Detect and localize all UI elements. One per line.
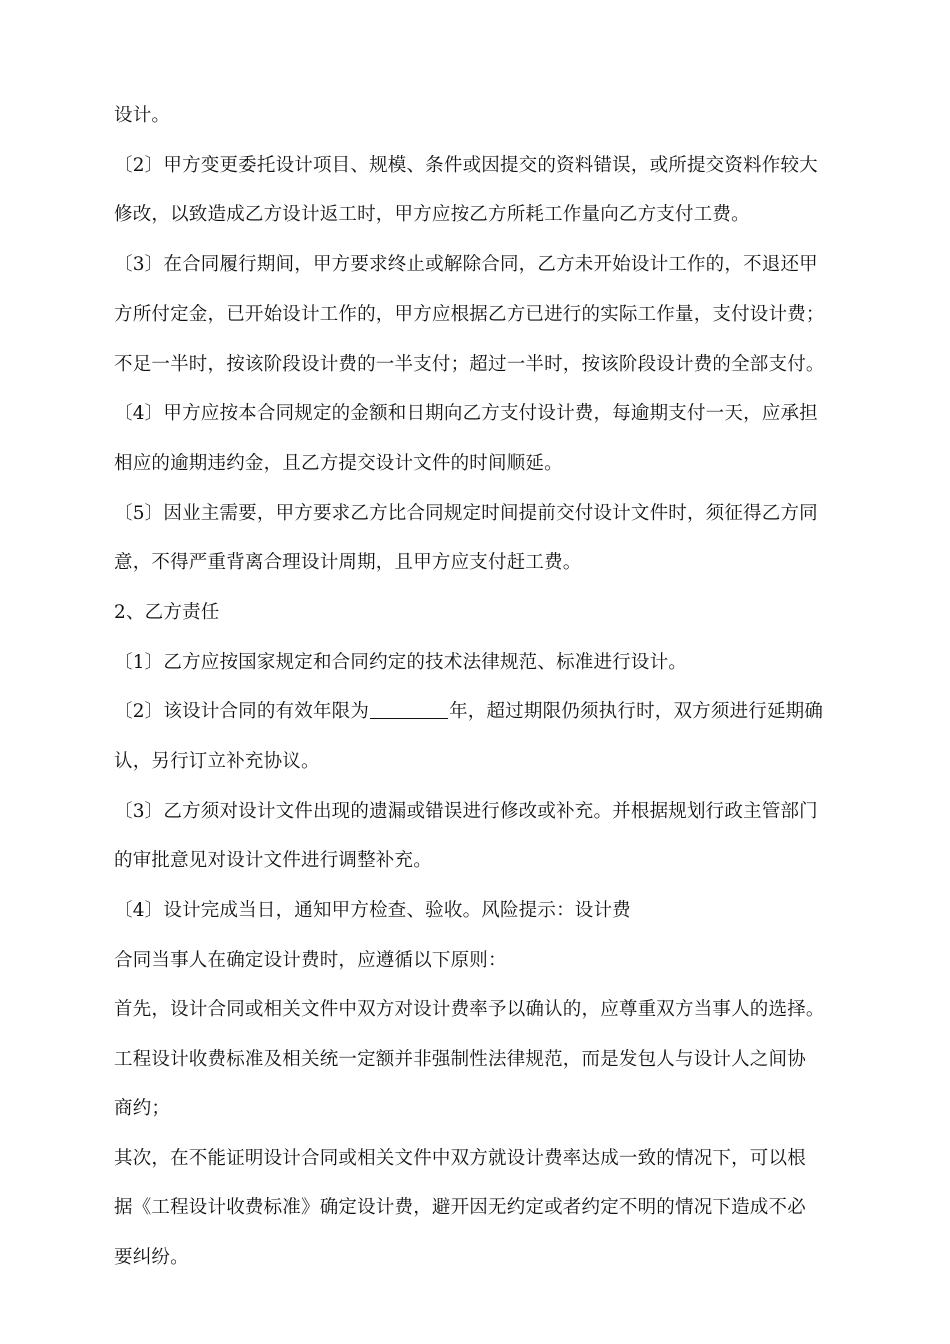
text-line: 修改，以致造成乙方设计返工时，甲方应按乙方所耗工作量向乙方支付工费。 (114, 204, 750, 225)
fill-in-blank[interactable] (370, 700, 448, 719)
text-line: 要纠纷。 (114, 1247, 189, 1268)
text-line: 不足一半时，按该阶段设计费的一半支付；超过一半时，按该阶段设计费的全部支付。 (114, 354, 825, 375)
text-line: 〔4〕甲方应按本合同规定的金额和日期向乙方支付设计费，每逾期支付一天，应承担 (114, 403, 818, 424)
text-line: 工程设计收费标准及相关统一定额并非强制性法律规范，而是发包人与设计人之间协 (114, 1049, 806, 1070)
text-line: 〔4〕设计完成当日，通知甲方检查、验收。风险提示：设计费 (114, 900, 631, 921)
text-line: 〔3〕在合同履行期间，甲方要求终止或解除合同，乙方未开始设计工作的，不退还甲 (114, 254, 818, 275)
text-line: 的审批意见对设计文件进行调整补充。 (114, 850, 432, 871)
text-line: 据《工程设计收费标准》确定设计费，避开因无约定或者约定不明的情况下造成不必 (114, 1197, 806, 1218)
text-line: 设计。 (114, 105, 171, 126)
text-line: 商约； (114, 1098, 171, 1119)
text-line: 方所付定金，已开始设计工作的，甲方应根据乙方已进行的实际工作量，支付设计费； (114, 304, 825, 325)
text-segment: 〔2〕该设计合同的有效年限为 (114, 701, 370, 722)
text-line-with-blank (114, 700, 854, 724)
text-line: 首先，设计合同或相关文件中双方对设计费率予以确认的，应尊重双方当事人的选择。 (114, 999, 825, 1020)
text-line: 其次，在不能证明设计合同或相关文件中双方就设计费率达成一致的情况下，可以根 (114, 1148, 806, 1169)
text-line: 意，不得严重背离合理设计周期，且甲方应支付赶工费。 (114, 552, 582, 573)
text-line: 认，另行订立补充协议。 (114, 751, 320, 772)
text-line: 合同当事人在确定设计费时，应遵循以下原则： (114, 950, 507, 971)
text-segment: 年，超过期限仍须执行时，双方须进行延期确 (449, 701, 824, 722)
text-line: 〔2〕甲方变更委托设计项目、规模、条件或因提交的资料错误，或所提交资料作较大 (114, 155, 818, 176)
text-line: 〔1〕乙方应按国家规定和合同约定的技术法律规范、标准进行设计。 (114, 652, 687, 673)
text-line: 相应的逾期违约金，且乙方提交设计文件的时间顺延。 (114, 453, 563, 474)
text-line: 〔3〕乙方须对设计文件出现的遗漏或错误进行修改或补充。并根据规划行政主管部门 (114, 801, 818, 822)
text-line: 〔5〕因业主需要，甲方要求乙方比合同规定时间提前交付设计文件时，须征得乙方同 (114, 503, 818, 524)
section-heading: 2、乙方责任 (114, 602, 220, 623)
